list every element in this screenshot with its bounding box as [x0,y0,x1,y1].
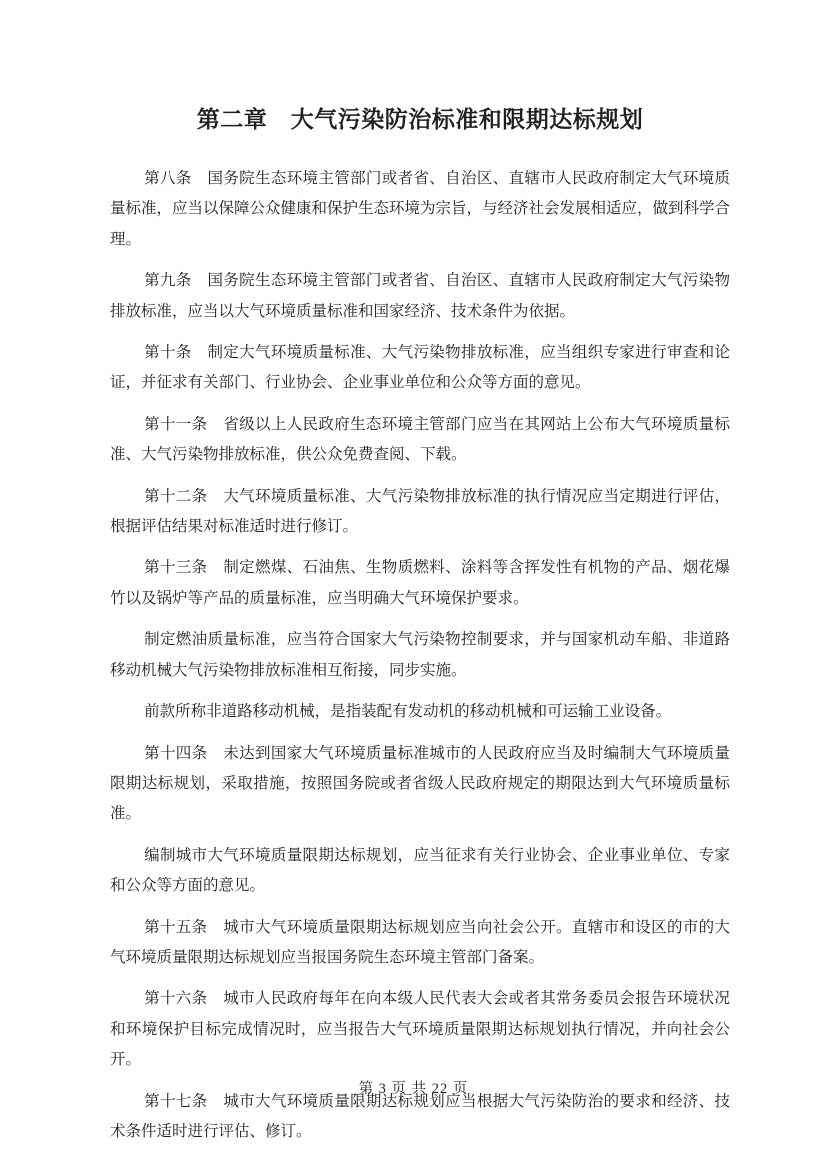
paragraph-article-8: 第八条 国务院生态环境主管部门或者省、自治区、直辖市人民政府制定大气环境质量标准，应当以保障公众健康和保护生态环境为宗旨，与经济社会发展相适应，做到科学合理。 [110,170,731,248]
paragraph-article-16: 第十六条 城市人民政府每年在向本级人民代表大会或者其常务委员会报告环境状况和环境保护目标完成情况时，应当报告大气环境质量限期达标规划执行情况，并向社会公开。 [110,990,730,1069]
paragraph-article-14: 第十四条 未达到国家大气环境质量标准城市的人民政府应当及时编制大气环境质量限期达标规划，采取措施，按照国务院或者省级人民政府规定的期限达到大气环境质量标准。 [110,744,730,823]
paragraph-article-13-definition: 前款所称非道路移动机械，是指装配有发动机的移动机械和可运输工业设备。 [144,703,672,721]
paragraph-article-13: 第十三条 制定燃煤、石油焦、生物质燃料、涂料等含挥发性有机物的产品、烟花爆竹以及锅炉等产品的质量标准，应当明确大气环境保护要求。 [110,559,730,607]
paragraph-article-10: 第十条 制定大气环境质量标准、大气污染物排放标准，应当组织专家进行审查和论证，并征求有关部门、行业协会、企业事业单位和公众等方面的意见。 [110,344,730,392]
paragraph-article-9: 第九条 国务院生态环境主管部门或者省、自治区、直辖市人民政府制定大气污染物排放标准，应当以大气环境质量标准和国家经济、技术条件为依据。 [110,272,730,320]
paragraph-article-13-fuel-standard: 制定燃油质量标准，应当符合国家大气污染物控制要求，并与国家机动车船、非道路移动机械大气污染物排放标准相互衔接，同步实施。 [110,631,730,679]
paragraph-article-11: 第十一条 省级以上人民政府生态环境主管部门应当在其网站上公布大气环境质量标准、大气污染物排放标准，供公众免费查阅、下载。 [110,415,730,464]
paragraph-article-12: 第十二条 大气环境质量标准、大气污染物排放标准的执行情况应当定期进行评估，根据评估结果对标准适时进行修订。 [110,487,730,536]
page-content [110,103,730,1158]
page-number-footer: 第 3 页 共 22 页 [358,1081,469,1097]
paragraph-article-17: 第十七条 城市大气环境质量限期达标规划应当根据大气污染防治的要求和经济、技术条件适时进行评估、修订。 [110,1092,730,1140]
chapter-title: 第二章 大气污染防治标准和限期达标规划 [196,107,644,132]
paragraph-article-15: 第十五条 城市大气环境质量限期达标规划应当向社会公开。直辖市和设区的市的大气环境质量限期达标规划应当报国务院生态环境主管部门备案。 [110,918,730,966]
paragraph-article-14-consultation: 编制城市大气环境质量限期达标规划，应当征求有关行业协会、企业事业单位、专家和公众等方面的意见。 [110,846,730,895]
